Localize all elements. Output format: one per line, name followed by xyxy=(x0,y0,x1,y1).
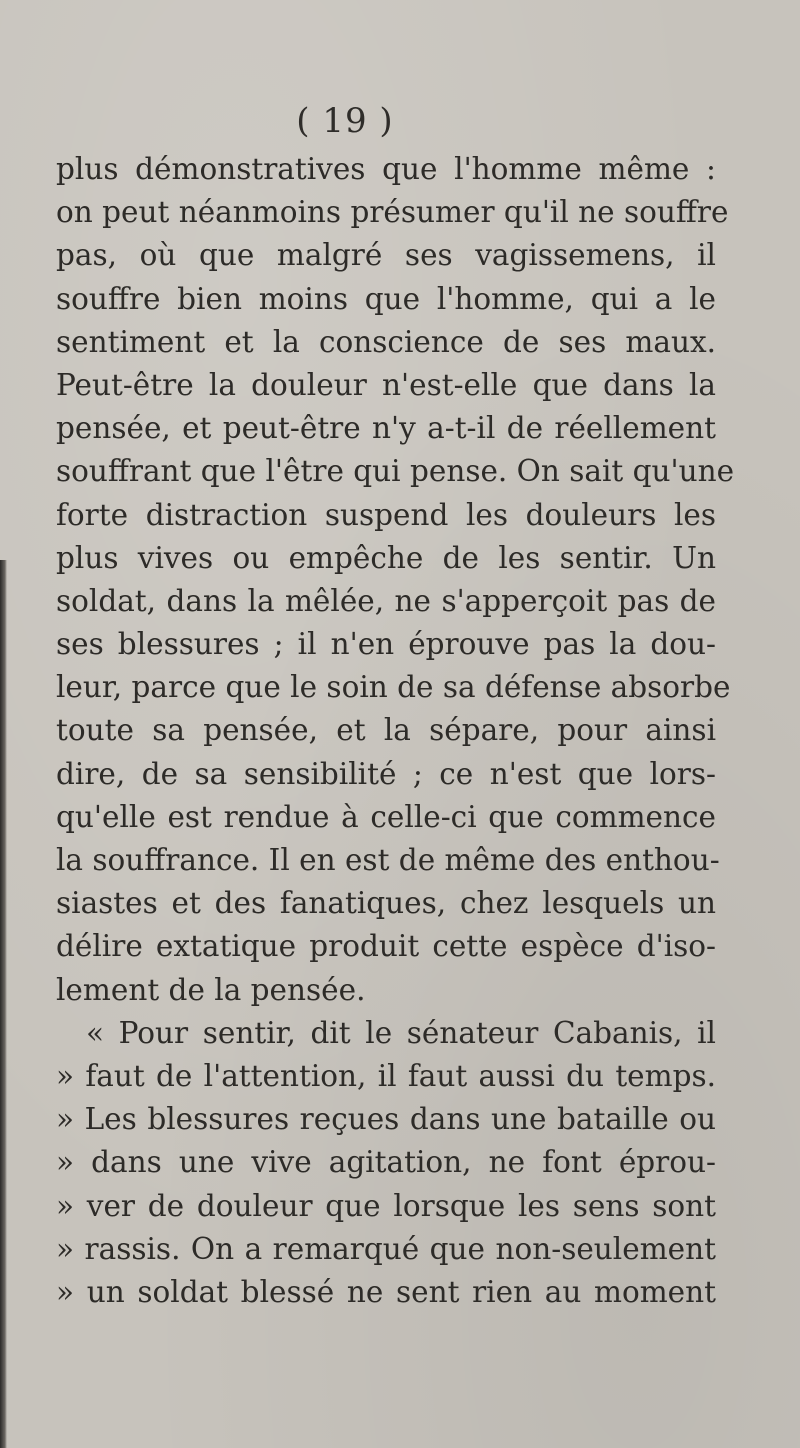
text-line: pas, où que malgré ses vagissemens, il xyxy=(56,238,716,273)
text-line: toute sa pensée, et la sépare, pour ainsi xyxy=(56,713,716,748)
text-line: Peut-être la douleur n'est-elle que dans la xyxy=(56,367,716,402)
text-line: dire, de sa sensibilité ; ce n'est que lors- xyxy=(56,756,716,791)
text-line: » un soldat blessé ne sent rien au moment xyxy=(56,1274,716,1309)
text-line: plus vives ou empêche de les sentir. Un xyxy=(56,540,716,575)
text-line: pensée, et peut-être n'y a-t-il de réellement xyxy=(56,411,716,446)
text-line: souffrant que l'être qui pense. On sait qu'une xyxy=(56,454,735,489)
text-line: siastes et des fanatiques, chez lesquels un xyxy=(56,886,716,921)
text-line: » ver de douleur que lorsque les sens sont xyxy=(56,1188,716,1223)
body-text xyxy=(56,148,735,1314)
text-line: » Les blessures reçues dans une bataille ou xyxy=(56,1102,716,1137)
text-line: soldat, dans la mêlée, ne s'apperçoit pas de xyxy=(56,583,716,618)
text-line: la souffrance. Il en est de même des enthou- xyxy=(56,843,720,877)
text-line: sentiment et la conscience de ses maux. xyxy=(56,324,716,359)
text-line: souffre bien moins que l'homme, qui a le xyxy=(56,281,716,316)
text-line: » dans une vive agitation, ne font éprou- xyxy=(56,1145,716,1180)
page-edge-shadow xyxy=(0,560,7,1448)
text-line: leur, parce que le soin de sa défense absorbe xyxy=(56,670,731,705)
text-line: ses blessures ; il n'en éprouve pas la dou- xyxy=(56,627,716,662)
text-line: on peut néanmoins présumer qu'il ne souffre xyxy=(56,195,729,230)
text-line: qu'elle est rendue à celle-ci que commence xyxy=(56,799,716,834)
text-line: » faut de l'attention, il faut aussi du temps. xyxy=(56,1058,716,1093)
text-line: « Pour sentir, dit le sénateur Cabanis, il xyxy=(86,1015,716,1050)
text-line: plus démonstratives que l'homme même : xyxy=(56,152,716,186)
text-line: lement de la pensée. xyxy=(56,972,366,1007)
text-line: » rassis. On a remarqué que non-seulement xyxy=(56,1231,716,1266)
text-line: forte distraction suspend les douleurs les xyxy=(56,497,716,532)
page-number: ( 19 ) xyxy=(296,101,394,141)
text-line: délire extatique produit cette espèce d'iso- xyxy=(56,929,716,964)
